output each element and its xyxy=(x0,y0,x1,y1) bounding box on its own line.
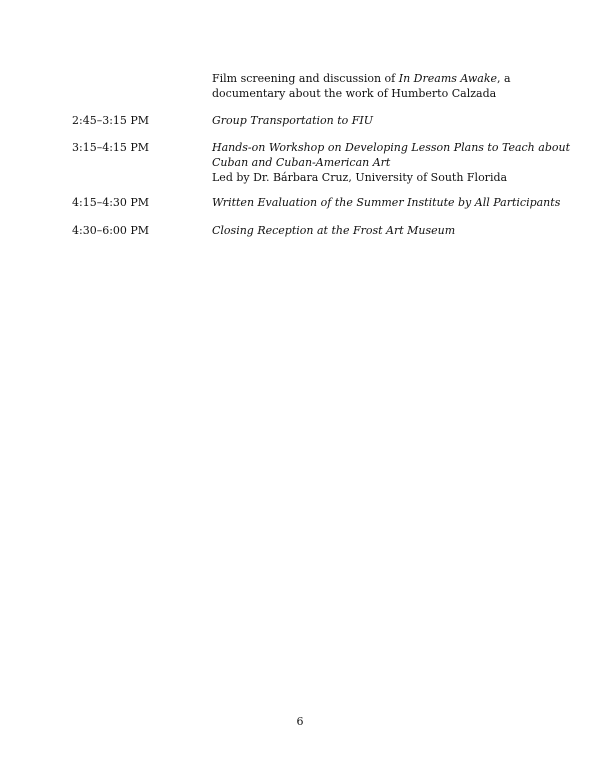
continuation-line-1-prefix: Film screening and discussion of xyxy=(212,72,399,85)
schedule-title-line: Group Transportation to FIU xyxy=(212,114,374,127)
schedule-time: 4:30–6:00 PM xyxy=(72,224,150,237)
continuation-line-1 xyxy=(212,71,542,86)
schedule-title-line: Written Evaluation of the Summer Institute by All Participants xyxy=(212,196,561,209)
schedule-time: 3:15–4:15 PM xyxy=(72,141,150,154)
schedule-title-line: Cuban and Cuban-American Art xyxy=(212,156,391,169)
schedule-title-line: Hands-on Workshop on Developing Lesson Plans to Teach about xyxy=(212,141,570,154)
schedule-detail: Led by Dr. Bárbara Cruz, University of South Florida xyxy=(212,171,508,184)
continuation-line-1-suffix: , a xyxy=(497,72,511,85)
schedule-time: 2:45–3:15 PM xyxy=(72,114,150,127)
schedule-title-line: Closing Reception at the Frost Art Museum xyxy=(212,224,456,237)
schedule-description xyxy=(212,113,542,128)
film-title: In Dreams Awake xyxy=(398,72,497,85)
schedule-description xyxy=(212,140,570,185)
schedule-description xyxy=(212,195,561,210)
continuation-description xyxy=(212,71,542,101)
page-number: 6 xyxy=(296,715,304,728)
continuation-line-2: documentary about the work of Humberto Calzada xyxy=(212,87,497,100)
schedule-time: 4:15–4:30 PM xyxy=(72,196,150,209)
schedule-description xyxy=(212,223,542,238)
